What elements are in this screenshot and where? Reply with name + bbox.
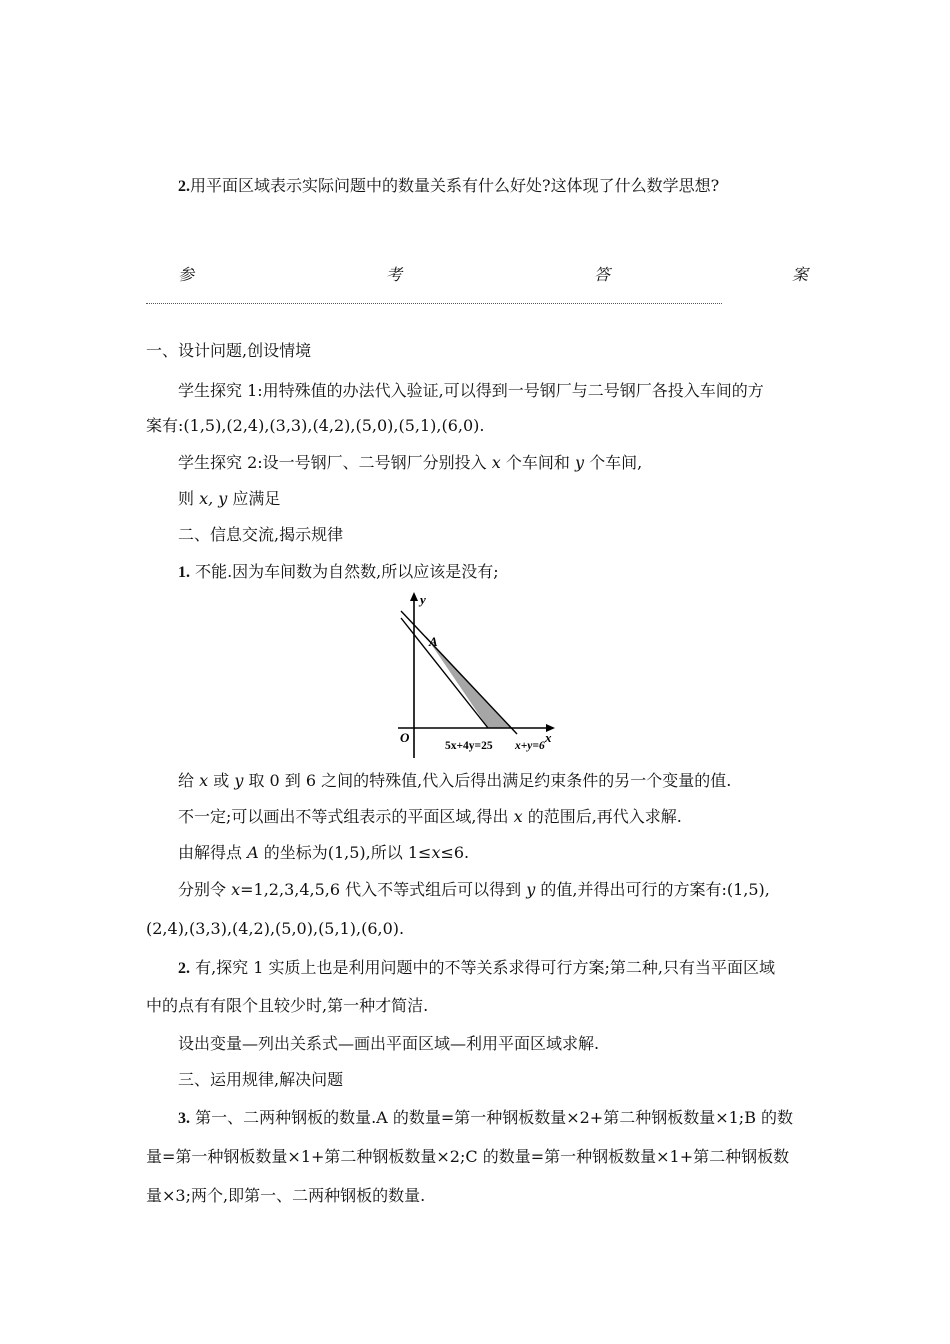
var-x: x (491, 453, 501, 472)
answer-text: 第一、二两种钢板的数量.A 的数量=第一种钢板数量×2+第二种钢板数量×1;B 的数 (190, 1108, 794, 1127)
solve-text-b: 的坐标为(1,5),所以 1≤ (258, 843, 432, 862)
then-text-b: 应满足 (227, 489, 281, 508)
var-x: x (513, 807, 523, 826)
point-a: A (247, 843, 259, 862)
solve-text-a: 由解得点 (178, 843, 248, 862)
point-a-label: A (429, 634, 438, 649)
sub-text-b: =1,2,3,4,5,6 代入不等式组后可以得到 (240, 880, 527, 899)
explore-2-text-c: 个车间, (584, 453, 643, 472)
section-1-title: 一、设计问题,创设情境 (146, 341, 312, 360)
para-solve-point (178, 843, 469, 863)
title-char-1: 参 (178, 265, 195, 284)
sub-text-a: 分别令 (178, 880, 232, 899)
question-2 (178, 176, 719, 197)
answer-1 (178, 562, 499, 583)
para-substitute (178, 880, 770, 900)
para-steps: 设出变量—列出关系式—画出平面区域—利用平面区域求解. (178, 1034, 600, 1053)
answer-text: 有,探究 1 实质上也是利用问题中的不等关系求得可行方案;第二种,只有当平面区域 (190, 958, 776, 977)
answer-3 (178, 1108, 793, 1129)
explore-2-text-a: 学生探究 2:设一号钢厂、二号钢厂分别投入 (178, 453, 492, 472)
not-text-b: 的范围后,再代入求解. (522, 807, 682, 826)
line-x-y-6 (401, 611, 517, 734)
line-2-label: x+y=6 (515, 740, 545, 752)
then-text-a: 则 (178, 489, 200, 508)
var-y: y (526, 880, 536, 899)
var-xy: x, y (199, 489, 228, 508)
answer-2 (178, 958, 775, 979)
explore-2 (178, 453, 642, 473)
give-text-a: 给 (178, 771, 200, 790)
x-axis-label: x (545, 730, 552, 745)
para-special-values (178, 771, 731, 791)
answer-text: 不能.因为车间数为自然数,所以应该是没有; (190, 562, 499, 581)
give-text-b: 或 (208, 771, 235, 790)
question-number: 2. (178, 178, 190, 195)
para-not-necessarily (178, 807, 682, 827)
title-char-3: 答 (594, 265, 611, 284)
var-x: x (231, 880, 241, 899)
not-text-a: 不一定;可以画出不等式组表示的平面区域,得出 (178, 807, 514, 826)
sub-text-c: 的值,并得出可行的方案有:(1,5), (535, 880, 770, 899)
then-line (178, 489, 280, 509)
answer-2-line-2: 中的点有有限个且较少时,第一种才简洁. (146, 996, 429, 1015)
answer-3-line-3: 量×3;两个,即第一、二两种钢板的数量. (146, 1186, 426, 1205)
var-x: x (431, 843, 441, 862)
line-1-label: 5x+4y=25 (445, 740, 493, 752)
reference-answer-title (178, 262, 810, 284)
var-y: y (574, 453, 585, 472)
section-3-title: 三、运用规律,解决问题 (178, 1070, 344, 1089)
answer-number: 1. (178, 564, 190, 581)
feasible-region-figure (393, 590, 563, 760)
para-substitute-line-2: (2,4),(3,3),(4,2),(5,0),(5,1),(6,0). (146, 919, 405, 938)
answer-number: 2. (178, 960, 190, 977)
section-2-title: 二、信息交流,揭示规律 (178, 525, 344, 544)
y-axis-label: y (420, 592, 426, 607)
explore-1-line-1: 学生探究 1:用特殊值的办法代入验证,可以得到一号钢厂与二号钢厂各投入车间的方 (178, 381, 764, 400)
title-char-2: 考 (386, 265, 403, 284)
var-x: x (199, 771, 209, 790)
answer-3-line-2: 量=第一种钢板数量×1+第二种钢板数量×2;C 的数量=第一种钢板数量×1+第二种钢板数 (146, 1147, 790, 1166)
give-text-c: 取 0 到 6 之间的特殊值,代入后得出满足约束条件的另一个变量的值. (243, 771, 732, 790)
answer-number: 3. (178, 1110, 190, 1127)
question-text: 用平面区域表示实际问题中的数量关系有什么好处?这体现了什么数学思想? (190, 176, 720, 195)
dotted-divider (146, 303, 722, 304)
origin-label: O (400, 730, 410, 745)
solve-text-c: ≤6. (440, 843, 470, 862)
title-char-4: 案 (792, 265, 809, 284)
explore-1-line-2: 案有:(1,5),(2,4),(3,3),(4,2),(5,0),(5,1),(6,0). (146, 416, 485, 435)
explore-2-text-b: 个车间和 (500, 453, 575, 472)
y-axis-arrow (410, 592, 418, 601)
var-y: y (234, 771, 244, 790)
